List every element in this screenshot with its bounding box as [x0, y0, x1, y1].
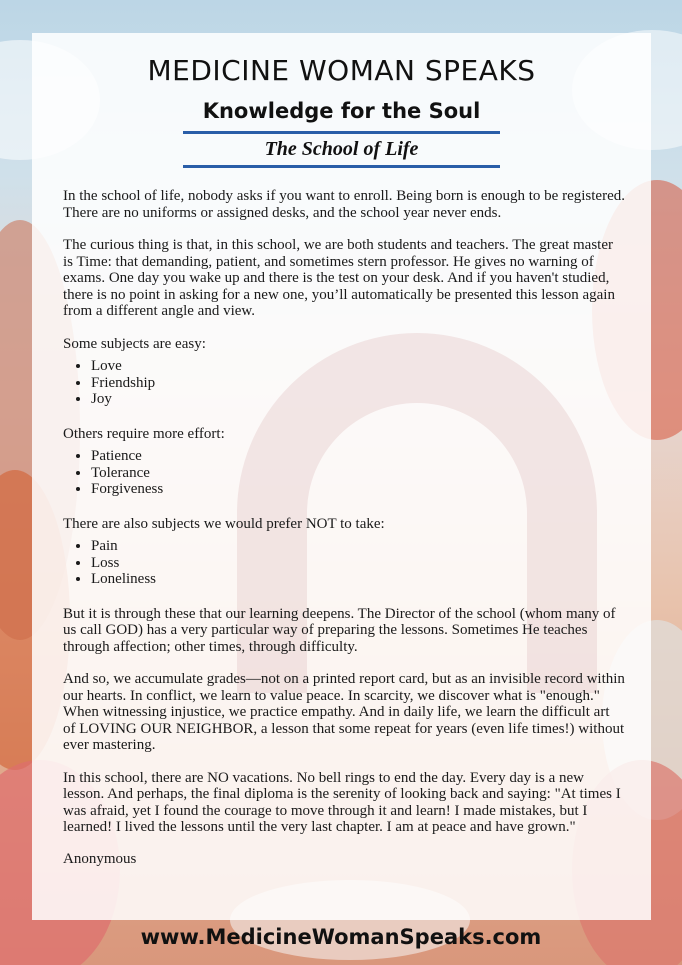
list-item: • Friendship [91, 375, 625, 392]
paragraph-3: But it is through these that our learning deepens. The Director of the school (whom many of us call GOD) has a very particular way of preparing the lessons. Sometimes He teaches through affection; other times, through difficulty. [63, 605, 616, 655]
paragraph-5: In this school, there are NO vacations. No bell rings to end the day. Every day is a new lesson. And perhaps, the final diploma is the serenity of looking back and saying: "At times I was afraid, yet I found the courage to move through it and learn! I made mistakes, but I learned! I lived the lessons until the very last chapter. I am at peace and have grown." [63, 769, 621, 835]
list-item: • Tolerance [91, 465, 625, 482]
avoid-subjects-intro: There are also subjects we would prefer NOT to take: [63, 515, 385, 532]
page-subtitle: Knowledge for the Soul [202, 99, 481, 123]
list-item: • Love [91, 358, 625, 375]
avoid-subjects-list [63, 538, 625, 588]
divider-bottom [183, 165, 500, 168]
signature: Anonymous [63, 850, 137, 867]
effort-subjects-intro: Others require more effort: [63, 425, 225, 442]
list-item: • Loneliness [91, 571, 625, 588]
article-body [63, 188, 625, 883]
paragraph-4: And so, we accumulate grades—not on a printed report card, but as an invisible record within our hearts. In conflict, we learn to value peace. In scarcity, we discover what is "enough." When witnessing injustice, we practice empathy. And in daily life, we learn the difficult art of LOVING OUR NEIGHBOR, a lesson that some repeat for years (even life times!) without ever mastering. [63, 671, 625, 753]
paragraph-1: In the school of life, nobody asks if you want to enroll. Being born is enough to be registered. There are no uniforms or assigned desks, and the school year never ends. [63, 188, 625, 221]
page-title: MEDICINE WOMAN SPEAKS [147, 54, 536, 87]
easy-subjects-list [63, 358, 625, 408]
list-item: • Loss [91, 555, 625, 572]
section-title: The School of Life [264, 138, 419, 160]
list-item: • Joy [91, 391, 625, 408]
website-url: www.MedicineWomanSpeaks.com [140, 925, 542, 949]
list-item: • Forgiveness [91, 481, 625, 498]
page-header [32, 33, 651, 168]
effort-subjects-list [63, 448, 625, 498]
paragraph-2: The curious thing is that, in this school, we are both students and teachers. The great master is Time: that demanding, patient, and sometimes stern professor. He gives no warning of exams. One day you wake up and there is the test on your desk. And if you haven't studied, there is no point in asking for a new one, you’ll automatically be presented this lesson again from a different angle and view. [63, 237, 615, 319]
list-item: • Pain [91, 538, 625, 555]
easy-subjects-intro: Some subjects are easy: [63, 335, 206, 352]
list-item: • Patience [91, 448, 625, 465]
